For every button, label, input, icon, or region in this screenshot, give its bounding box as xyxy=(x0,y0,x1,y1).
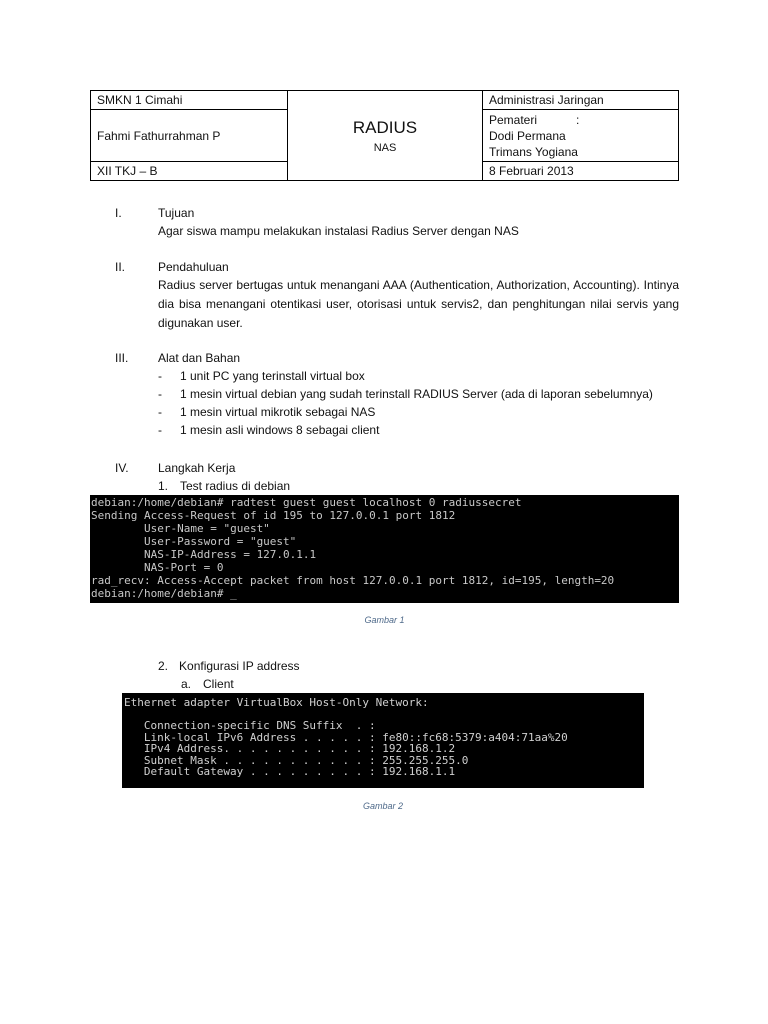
terminal-line: NAS-IP-Address = 127.0.1.1 xyxy=(91,548,317,561)
class-cell xyxy=(91,162,288,181)
section-number: III. xyxy=(115,351,129,365)
step-text: Test radius di debian xyxy=(180,479,291,493)
document-subtitle: NAS xyxy=(373,141,397,154)
terminal-screenshot-1 xyxy=(90,495,679,603)
terminal-line: Sending Access-Request of id 195 to 127.0.0.1 port 1812 xyxy=(91,509,456,522)
school-name: SMKN 1 Cimahi xyxy=(97,93,183,107)
pemateri-cell xyxy=(483,110,679,162)
terminal-screenshot-2 xyxy=(122,693,644,788)
terminal-line: User-Password = "guest" xyxy=(91,535,297,548)
substep-text: Client xyxy=(203,677,234,691)
terminal-line: NAS-Port = 0 xyxy=(91,561,224,574)
document-title: RADIUS xyxy=(352,117,418,137)
header-table xyxy=(90,90,679,181)
subject-name: Administrasi Jaringan xyxy=(489,93,604,107)
terminal-line: Subnet Mask . . . . . . . . . . . : 255.255.255.0 xyxy=(124,753,469,767)
class-name: XII TKJ – B xyxy=(97,164,158,178)
list-item: - 1 mesin asli windows 8 sebagai client xyxy=(158,423,380,437)
title-cell xyxy=(288,91,483,181)
student-cell xyxy=(91,110,288,162)
terminal-line: IPv4 Address. . . . . . . . . . . : 192.168.1.2 xyxy=(124,742,456,755)
pemateri-2: Trimans Yogiana xyxy=(489,144,578,159)
section-heading: Tujuan xyxy=(158,206,195,220)
list-bullet: - xyxy=(158,405,162,419)
pemateri-1: Dodi Permana xyxy=(489,128,566,143)
section-heading: Alat dan Bahan xyxy=(158,351,241,365)
section-heading: Langkah Kerja xyxy=(158,461,236,475)
list-item: - 1 unit PC yang terinstall virtual box xyxy=(158,369,365,383)
step-item xyxy=(158,477,679,495)
step-text: Konfigurasi IP address xyxy=(179,659,300,673)
student-name: Fahmi Fathurrahman P xyxy=(97,128,221,143)
terminal-line: debian:/home/debian# _ xyxy=(91,587,237,600)
pemateri-colon: : xyxy=(576,112,580,127)
list-bullet: - xyxy=(158,369,162,383)
list-item: - 1 mesin virtual debian yang sudah terinstall RADIUS Server (ada di laporan sebelumnya) xyxy=(158,387,653,401)
list-bullet: - xyxy=(158,423,162,437)
date-cell xyxy=(483,162,679,181)
document-date: 8 Februari 2013 xyxy=(489,164,574,178)
subject-cell xyxy=(483,91,679,110)
terminal-line: Link-local IPv6 Address . . . . . : fe80::fc68:5379:a404:71aa%20 xyxy=(124,730,568,744)
section-number: IV. xyxy=(115,461,129,475)
step-item xyxy=(158,657,300,675)
substep-letter: a. xyxy=(181,677,192,691)
terminal-line: debian:/home/debian# radtest guest guest localhost 0 radiussecret xyxy=(91,496,522,509)
pemateri-label: Pemateri xyxy=(489,112,538,127)
school-cell xyxy=(91,91,288,110)
list-bullet: - xyxy=(158,387,162,401)
terminal-line: Default Gateway . . . . . . . . . : 192.168.1.1 xyxy=(124,765,456,778)
terminal-line: Ethernet adapter VirtualBox Host-Only Network: xyxy=(124,696,429,709)
section-text: Radius server bertugas untuk menangani AAA (Authentication, Authorization, Accounting). Intinya dia bisa menangani otentikasi user, otorisasi untuk servis2, dan penghitungan nilai servis yang digunakan user. xyxy=(158,278,679,330)
terminal-line: Connection-specific DNS Suffix . : xyxy=(124,719,376,732)
terminal-line: rad_recv: Access-Accept packet from host 127.0.0.1 port 1812, id=195, length=20 xyxy=(91,574,615,587)
figure-caption-2: Gambar 2 xyxy=(362,801,404,811)
section-text: Agar siswa mampu melakukan instalasi Radius Server dengan NAS xyxy=(158,224,519,238)
section-heading: Pendahuluan xyxy=(158,260,229,274)
terminal-line: User-Name = "guest" xyxy=(91,522,270,535)
step-number: 1. xyxy=(158,479,169,493)
step-number: 2. xyxy=(158,659,169,673)
list-item: - 1 mesin virtual mikrotik sebagai NAS xyxy=(158,405,376,419)
section-number: II. xyxy=(115,260,126,274)
section-number: I. xyxy=(115,206,122,220)
substep-item xyxy=(181,675,234,693)
figure-caption-1: Gambar 1 xyxy=(364,615,405,625)
